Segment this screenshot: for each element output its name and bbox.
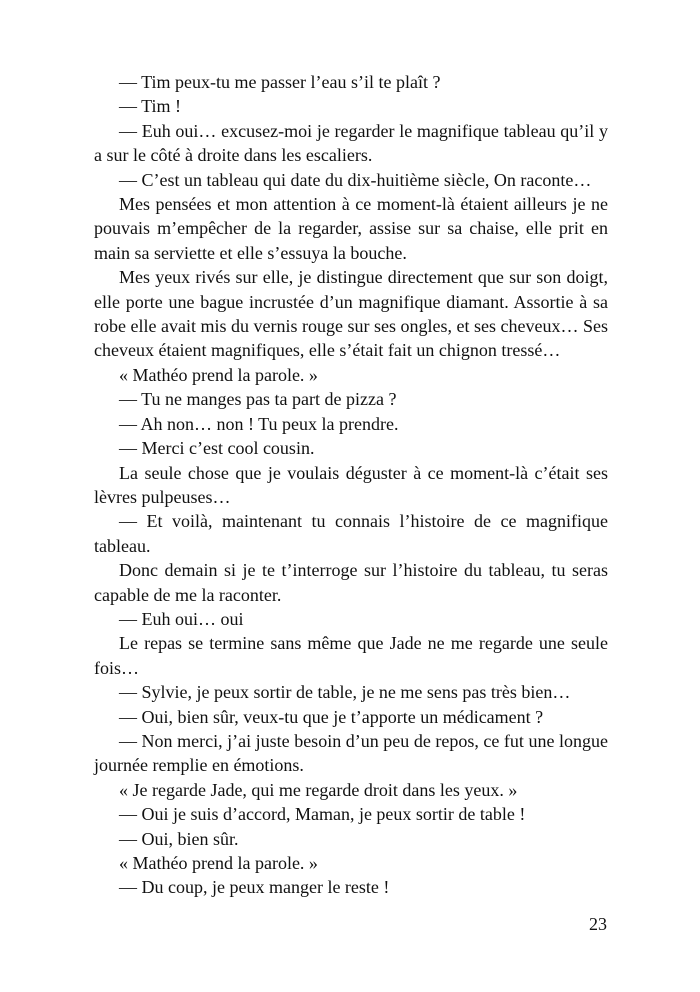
page-body [94,70,608,900]
paragraph: — Oui, bien sûr, veux-tu que je t’apporte un médicament ? [119,706,544,727]
paragraph: — Sylvie, je peux sortir de table, je ne me sens pas très bien… [119,682,571,703]
paragraph: Mes yeux rivés sur elle, je distingue directement que sur son doigt, elle porte une bague incrustée d’un magnifique diamant. Assortie à sa robe elle avait mis du vernis rouge sur ses ongles, et ses cheveux… Ses cheveux étaient magnifiques, elle s’était fait un chignon tressé… [94,267,608,361]
paragraph: « Mathéo prend la parole. » [119,853,318,873]
paragraph: — Tim peux-tu me passer l’eau s’il te plaît ? [119,72,441,92]
paragraph: — Oui, bien sûr. [119,828,239,849]
page-number: 23 [589,914,607,934]
paragraph: — Merci c’est cool cousin. [119,438,315,459]
paragraph: — Non merci, j’ai juste besoin d’un peu de repos, ce fut une longue journée remplie en émotions. [94,730,608,776]
paragraph: — Euh oui… oui [119,608,244,629]
paragraph: « Mathéo prend la parole. » [119,364,318,385]
paragraph: — Tu ne manges pas ta part de pizza ? [119,389,397,410]
paragraph: — Euh oui… excusez-moi je regarder le magnifique tableau qu’il y a sur le côté à droite dans les escaliers. [94,120,608,166]
paragraph: Le repas se termine sans même que Jade ne me regarde une seule fois… [94,633,608,678]
paragraph: — Tim ! [119,96,182,117]
paragraph: — Oui je suis d’accord, Maman, je peux sortir de table ! [119,804,526,825]
paragraph: — C’est un tableau qui date du dix-huitième siècle, On raconte… [119,169,592,190]
paragraph: — Du coup, je peux manger le reste ! [119,877,390,898]
paragraph: « Je regarde Jade, qui me regarde droit dans les yeux. » [119,779,518,800]
paragraph: La seule chose que je voulais déguster à ce moment-là c’était ses lèvres pulpeuses… [94,462,608,507]
paragraph: — Ah non… non ! Tu peux la prendre. [119,413,399,434]
paragraph: Donc demain si je te t’interroge sur l’histoire du tableau, tu seras capable de me la raconter. [94,560,608,605]
paragraph: — Et voilà, maintenant tu connais l’histoire de ce magnifique tableau. [94,511,608,556]
paragraph: Mes pensées et mon attention à ce moment-là étaient ailleurs je ne pouvais m’empêcher de la regarder, assise sur sa chaise, elle prit en main sa serviette et elle s’essuya la bouche. [94,194,608,263]
